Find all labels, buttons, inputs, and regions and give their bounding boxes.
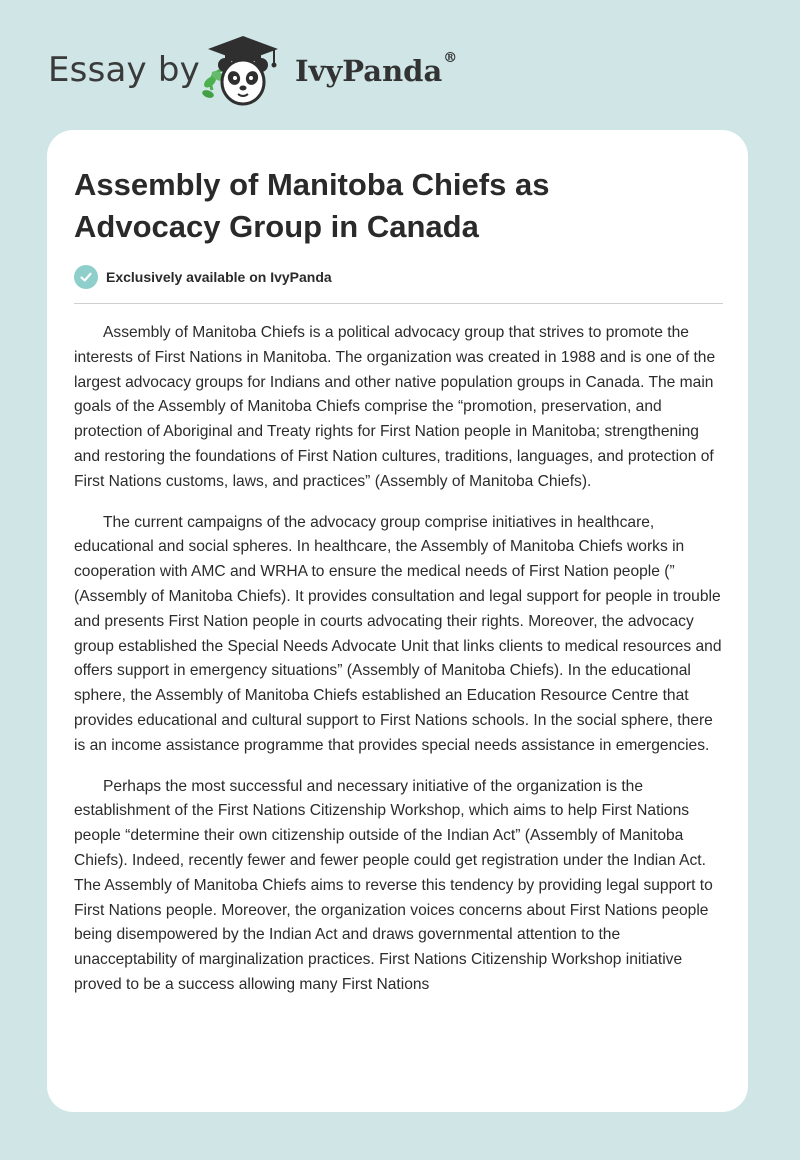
- essay-body: [74, 321, 725, 1014]
- paragraph: The current campaigns of the advocacy group comprise initiatives in healthcare, educational and social spheres. In healthcare, the Assembly of Manitoba Chiefs works in cooperation with AMC and WRHA to ensure the medical needs of First Nation people (” (Assembly of Manitoba Chiefs). It provides consultation and legal support for people in trouble and presents First Nation people in courts advocating their rights. Moreover, the advocacy group established the Special Needs Advocate Unit that links clients to medical resources and offers support in emergency situations” (Assembly of Manitoba Chiefs). In the educational sphere, the Assembly of Manitoba Chiefs established an Education Resource Centre that provides educational and cultural support to First Nations schools. In the social sphere, there is an income assistance programme that provides special needs assistance in emergencies.: [74, 513, 722, 754]
- exclusive-badge-label: Exclusively available on IvyPanda: [106, 269, 332, 285]
- paragraph: Assembly of Manitoba Chiefs is a political advocacy group that strives to promote the interests of First Nations in Manitoba. The organization was created in 1988 and is one of the largest advocacy groups for Indians and other native population groups in Canada. The main goals of the Assembly of Manitoba Chiefs comprise the “promotion, preservation, and protection of Aboriginal and Treaty rights for First Nation people in Manitoba; strengthening and restoring the foundations of First Nation cultures, traditions, languages, and protection of First Nations customs, laws, and practices” (Assembly of Manitoba Chiefs).: [74, 324, 716, 490]
- registered-mark: ®: [443, 50, 458, 66]
- divider: [74, 303, 723, 304]
- panda-graduate-logo-icon[interactable]: [198, 32, 288, 112]
- paragraph: Perhaps the most successful and necessary initiative of the organization is the establishment of the First Nations Citizenship Workshop, which aims to help First Nations people “determine their own citizenship outside of the Indian Act” (Assembly of Manitoba Chiefs). Indeed, recently fewer and fewer people could get registration under the Indian Act. The Assembly of Manitoba Chiefs aims to reverse this tendency by providing legal support to First Nations people. Moreover, the organization voices concerns about First Nations people being disempowered by the Indian Act and draws governmental attention to the unacceptability of marginalization practices. First Nations Citizenship Workshop initiative proved to be a success allowing many First Nations: [74, 777, 713, 993]
- essay-card: [47, 130, 748, 1112]
- site-header: [48, 30, 548, 110]
- page-title: Assembly of Manitoba Chiefs as Advocacy Group in Canada: [74, 167, 550, 244]
- brand-name[interactable]: IvyPanda®: [295, 50, 458, 88]
- check-circle-icon: [74, 265, 98, 289]
- exclusive-badge: [74, 264, 332, 290]
- essay-by-label: Essay by: [48, 50, 200, 90]
